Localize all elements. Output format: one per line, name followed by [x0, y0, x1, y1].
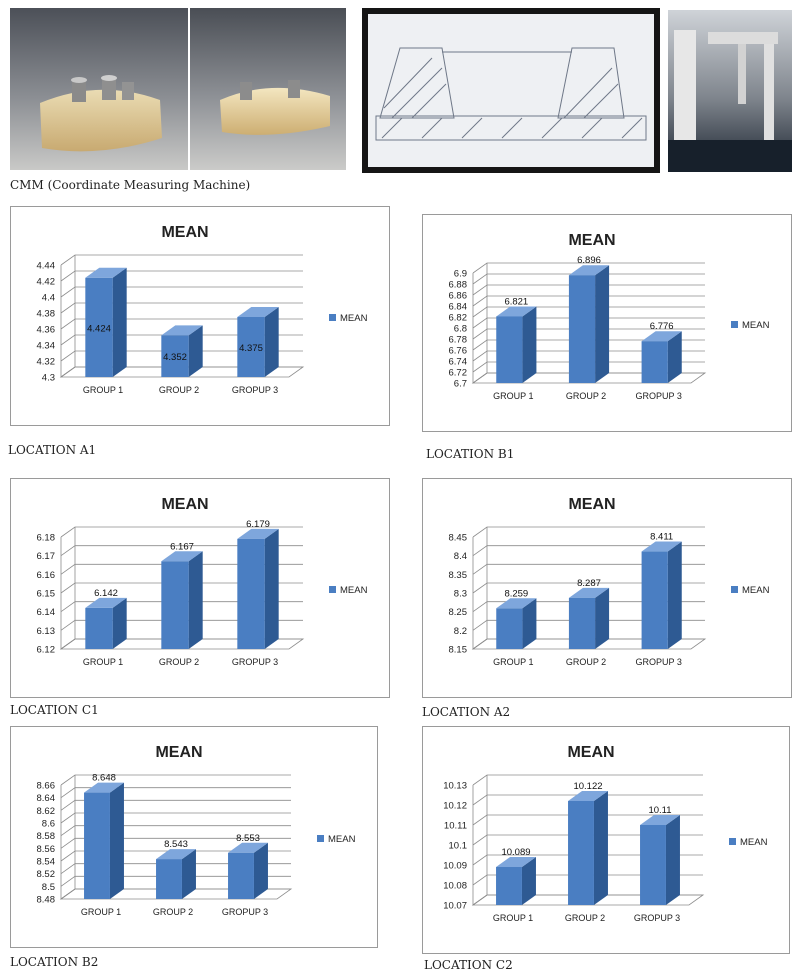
chart-title: MEAN [567, 744, 615, 761]
x-tick-label: GROPUP 3 [635, 391, 682, 401]
y-tick-label: 8.56 [36, 843, 55, 855]
bar-side [666, 815, 680, 905]
bar-side [594, 791, 608, 905]
caption-location-c1: LOCATION C1 [10, 703, 99, 717]
y-tick-label: 6.84 [448, 301, 467, 313]
chart-title: MEAN [568, 232, 616, 249]
y-tick-label: 4.3 [41, 372, 55, 384]
legend-label: MEAN [340, 313, 368, 324]
x-tick-label: GROUP 1 [493, 391, 534, 401]
chart-location-b2 [10, 726, 378, 948]
data-label: 4.424 [87, 323, 111, 335]
bar [85, 268, 126, 377]
caption-location-a1: LOCATION A1 [8, 443, 97, 457]
bar [237, 307, 278, 377]
bar-front [568, 801, 594, 905]
bar [161, 551, 202, 649]
bar [85, 598, 126, 649]
cmm-caption: CMM (Coordinate Measuring Machine) [10, 178, 251, 192]
bar-side [113, 268, 127, 377]
chart-svg [423, 215, 791, 431]
y-tick-label: 6.12 [36, 644, 55, 656]
chart-svg [11, 207, 389, 425]
y-tick-label: 8.2 [453, 625, 467, 637]
y-tick-label: 4.36 [36, 324, 55, 336]
chart-svg [423, 727, 789, 953]
y-tick-label: 8.48 [36, 894, 55, 906]
x-tick-label: GROUP 2 [565, 657, 607, 667]
y-tick-label: 8.52 [36, 869, 55, 881]
caption-location-c2: LOCATION C2 [424, 958, 513, 972]
legend-swatch [317, 835, 324, 842]
x-tick-label: GROUP 1 [80, 907, 122, 917]
data-label: 8.543 [164, 839, 188, 851]
x-tick-label: GROUP 2 [564, 913, 606, 923]
bar-front [640, 825, 666, 905]
y-tick-label: 8.62 [36, 805, 55, 817]
y-tick-label: 8.35 [448, 569, 467, 581]
data-label: 6.142 [94, 587, 118, 599]
x-tick-label: GROPUP 3 [231, 385, 279, 395]
bar [569, 588, 609, 649]
data-label: 4.352 [163, 352, 187, 364]
data-label: 6.179 [246, 518, 270, 530]
y-tick-label: 6.86 [448, 290, 467, 302]
x-tick-label: GROUP 1 [492, 913, 534, 923]
bar-front [228, 853, 254, 899]
data-label: 6.896 [577, 255, 601, 267]
data-label: 6.821 [504, 296, 529, 308]
bar-front [569, 598, 595, 649]
bar [640, 815, 680, 905]
y-tick-label: 6.88 [448, 279, 467, 291]
y-tick-label: 8.15 [448, 644, 467, 656]
bar-side [265, 529, 279, 649]
bar-front [569, 275, 595, 383]
y-tick-label: 6.16 [36, 569, 55, 581]
chart-title: MEAN [155, 744, 203, 761]
y-tick-label: 6.72 [448, 367, 467, 379]
caption-location-b2: LOCATION B2 [10, 955, 99, 969]
bar-side [110, 783, 124, 899]
x-tick-label: GROUP 1 [82, 385, 124, 395]
bar-front [496, 867, 522, 905]
chart-location-c1 [10, 478, 390, 698]
y-tick-label: 10.12 [443, 800, 467, 812]
data-label: 8.287 [577, 577, 601, 589]
x-tick-label: GROUP 1 [82, 657, 124, 667]
bar-front [161, 561, 188, 649]
y-tick-label: 4.34 [36, 340, 55, 352]
x-tick-label: GROUP 2 [565, 391, 607, 401]
y-tick-label: 6.15 [36, 588, 55, 600]
y-tick-label: 6.18 [36, 532, 55, 544]
bar-front [642, 341, 668, 383]
measurement-sketch-photo [362, 8, 660, 173]
y-tick-label: 4.32 [36, 356, 55, 368]
chart-svg [11, 727, 377, 947]
chart-svg [11, 479, 389, 697]
cmm-machine-photo [668, 10, 792, 172]
x-tick-label: GROPUP 3 [231, 657, 279, 667]
y-tick-label: 10.08 [443, 880, 467, 892]
y-tick-label: 6.8 [453, 323, 467, 335]
legend-label: MEAN [340, 585, 368, 596]
bar [568, 791, 608, 905]
chart-location-a2 [422, 478, 792, 698]
bar-front [642, 552, 668, 649]
chart-title: MEAN [161, 496, 209, 513]
x-tick-label: GROUP 2 [158, 657, 200, 667]
legend-swatch [329, 586, 336, 593]
bar-front [237, 539, 264, 649]
bar-front [496, 316, 522, 383]
bar-side [668, 542, 682, 649]
y-tick-label: 6.78 [448, 334, 467, 346]
y-tick-label: 8.3 [453, 588, 467, 600]
data-label: 8.648 [92, 772, 116, 784]
chart-location-b1 [422, 214, 792, 432]
y-tick-label: 10.11 [443, 820, 467, 832]
y-tick-label: 4.4 [41, 292, 55, 304]
bar-side [189, 551, 203, 649]
y-tick-label: 10.09 [443, 860, 467, 872]
data-label: 4.375 [239, 343, 263, 354]
legend-swatch [731, 321, 738, 328]
data-label: 10.122 [573, 781, 603, 792]
bar [496, 857, 536, 905]
bar [161, 325, 202, 377]
bar-front [84, 793, 110, 899]
bar [496, 306, 536, 383]
dental-model-photo-2 [190, 8, 346, 170]
y-tick-label: 6.82 [448, 312, 467, 324]
y-tick-label: 4.38 [36, 308, 55, 320]
x-tick-label: GROPUP 3 [221, 907, 269, 917]
bar-side [595, 265, 609, 383]
legend-swatch [329, 314, 336, 321]
data-label: 8.553 [236, 832, 260, 844]
y-tick-label: 10.07 [443, 900, 467, 912]
y-tick-label: 8.58 [36, 831, 55, 843]
y-tick-label: 4.42 [36, 276, 55, 288]
bar [642, 331, 682, 383]
chart-title: MEAN [161, 224, 209, 241]
x-tick-label: GROPUP 3 [633, 913, 681, 923]
bar [84, 783, 124, 899]
bar [156, 849, 196, 899]
data-label: 6.167 [170, 541, 194, 553]
bar-front [496, 608, 522, 649]
y-tick-label: 8.25 [448, 607, 467, 619]
caption-location-a2: LOCATION A2 [422, 705, 511, 719]
y-tick-label: 10.1 [448, 840, 467, 852]
bar [228, 843, 268, 899]
dental-model-photo-1 [10, 8, 188, 170]
x-tick-label: GROUP 2 [152, 907, 194, 917]
bar-side [522, 306, 536, 383]
bar-front [85, 608, 112, 649]
bar [569, 265, 609, 383]
chart-location-a1 [10, 206, 390, 426]
chart-location-c2 [422, 726, 790, 954]
y-tick-label: 6.17 [36, 551, 55, 563]
bar [496, 598, 536, 649]
y-tick-label: 6.74 [448, 356, 467, 368]
y-tick-label: 8.6 [41, 818, 55, 830]
bar [237, 529, 278, 649]
data-label: 10.11 [648, 805, 672, 816]
legend-label: MEAN [740, 837, 768, 848]
data-label: 10.089 [501, 847, 531, 858]
y-tick-label: 8.45 [448, 532, 467, 544]
x-tick-label: GROUP 2 [158, 385, 200, 395]
side-wall [61, 255, 75, 377]
bar-side [595, 588, 609, 649]
y-tick-label: 6.76 [448, 345, 467, 357]
y-tick-label: 10.13 [443, 780, 467, 792]
chart-svg [423, 479, 791, 697]
chart-title: MEAN [568, 496, 616, 513]
y-tick-label: 8.5 [41, 881, 55, 893]
y-tick-label: 8.54 [36, 856, 55, 868]
legend-label: MEAN [742, 320, 770, 331]
y-tick-label: 6.14 [36, 607, 55, 619]
side-wall [61, 775, 75, 899]
y-tick-label: 6.9 [453, 268, 467, 280]
y-tick-label: 4.44 [36, 260, 55, 272]
y-tick-label: 8.4 [453, 551, 467, 563]
gridline [61, 255, 303, 265]
legend-swatch [729, 838, 736, 845]
x-tick-label: GROPUP 3 [635, 657, 682, 667]
data-label: 6.776 [649, 321, 674, 333]
bar-front [156, 859, 182, 899]
bar [642, 542, 682, 649]
data-label: 8.259 [504, 588, 529, 600]
legend-swatch [731, 586, 738, 593]
y-tick-label: 8.66 [36, 780, 55, 792]
legend-label: MEAN [742, 585, 770, 596]
caption-location-b1: LOCATION B1 [426, 447, 515, 461]
bar-side [265, 307, 279, 377]
y-tick-label: 6.13 [36, 625, 55, 637]
y-tick-label: 8.64 [36, 793, 55, 805]
legend-label: MEAN [328, 834, 356, 845]
x-tick-label: GROUP 1 [493, 657, 534, 667]
data-label: 8.411 [650, 531, 674, 543]
y-tick-label: 6.7 [453, 378, 467, 390]
